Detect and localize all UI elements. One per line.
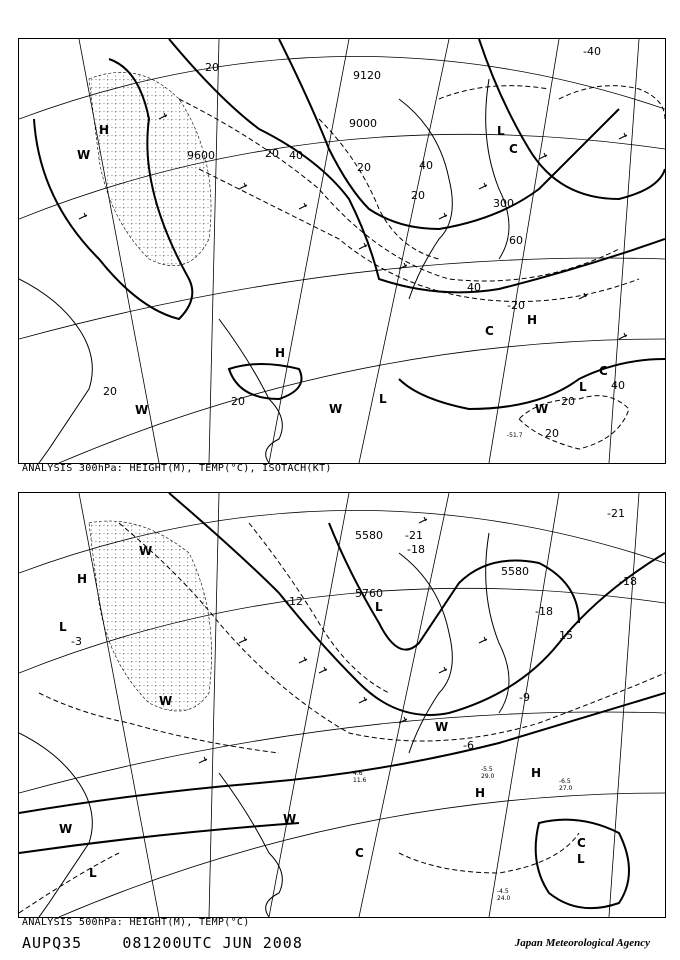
contour-label: 5760 bbox=[355, 587, 383, 600]
contour-label: 40 bbox=[611, 379, 625, 392]
chart-identifier bbox=[22, 934, 303, 952]
contour-label: 20 bbox=[545, 427, 559, 440]
chart-code: AUPQ35 bbox=[22, 934, 83, 952]
contour-label: 9000 bbox=[349, 117, 377, 130]
contour-label: 15 bbox=[559, 629, 573, 642]
data-label: 4.6 bbox=[353, 770, 363, 777]
contour-label: 9120 bbox=[353, 69, 381, 82]
contour-label: 5580 bbox=[355, 529, 383, 542]
contour-label: 9600 bbox=[187, 149, 215, 162]
caption-300hpa: ANALYSIS 300hPa: HEIGHT(M), TEMP(°C), ISOTACH(KT) bbox=[22, 463, 332, 474]
contour-label: 20 bbox=[561, 395, 575, 408]
low-center: L bbox=[577, 852, 585, 866]
map-300hpa bbox=[18, 38, 666, 464]
warm-center: W bbox=[329, 402, 343, 416]
cold-center: C bbox=[577, 836, 586, 850]
low-center: L bbox=[59, 620, 67, 634]
contour-label: -9 bbox=[519, 691, 530, 704]
high-center: H bbox=[475, 786, 486, 800]
high-center: H bbox=[275, 346, 286, 360]
high-center: H bbox=[77, 572, 88, 586]
contour-label: 20 bbox=[265, 147, 279, 160]
map-500hpa bbox=[18, 492, 666, 918]
data-label: 27.0 bbox=[559, 785, 573, 792]
chart-time: 081200UTC JUN 2008 bbox=[122, 934, 303, 952]
cold-center: C bbox=[485, 324, 494, 338]
data-label: -51.7 bbox=[507, 432, 523, 439]
contour-label: -3 bbox=[71, 635, 82, 648]
data-label: 24.0 bbox=[497, 895, 511, 902]
contour-label: 60 bbox=[509, 234, 523, 247]
coastlines bbox=[19, 79, 509, 463]
data-label: -4.5 bbox=[497, 888, 509, 895]
agency-name: Japan Meteorological Agency bbox=[514, 937, 650, 949]
low-center: L bbox=[375, 600, 383, 614]
warm-center: W bbox=[77, 148, 91, 162]
data-label: -6.5 bbox=[559, 778, 571, 785]
contour-label: -40 bbox=[583, 45, 601, 58]
low-center: L bbox=[497, 124, 505, 138]
contour-label: 20 bbox=[205, 61, 219, 74]
contour-label: 5580 bbox=[501, 565, 529, 578]
low-center: L bbox=[579, 380, 587, 394]
caption-500hpa: ANALYSIS 500hPa: HEIGHT(M), TEMP(°C) bbox=[22, 917, 250, 928]
data-label: -5.5 bbox=[481, 766, 493, 773]
warm-center: W bbox=[283, 812, 297, 826]
low-center: L bbox=[89, 866, 97, 880]
high-center: H bbox=[527, 313, 538, 327]
contour-label: -21 bbox=[405, 529, 423, 542]
cold-center: C bbox=[599, 364, 608, 378]
data-label: 29.0 bbox=[481, 773, 495, 780]
contour-label: 40 bbox=[289, 149, 303, 162]
cold-center: C bbox=[509, 142, 518, 156]
warm-center: W bbox=[135, 403, 149, 417]
contour-label: -18 bbox=[407, 543, 425, 556]
contour-label: 20 bbox=[103, 385, 117, 398]
warm-center: W bbox=[435, 720, 449, 734]
cold-center: C bbox=[355, 846, 364, 860]
contour-label: 40 bbox=[467, 281, 481, 294]
low-center: L bbox=[379, 392, 387, 406]
warm-center: W bbox=[159, 694, 173, 708]
warm-center: W bbox=[535, 402, 549, 416]
high-center: H bbox=[99, 123, 110, 137]
contour-label: 40 bbox=[419, 159, 433, 172]
contour-label: -18 bbox=[619, 575, 637, 588]
contour-label: -20 bbox=[507, 299, 525, 312]
warm-center: W bbox=[59, 822, 73, 836]
data-labels bbox=[353, 766, 573, 902]
map-300hpa-canvas bbox=[19, 39, 665, 463]
contour-label: 300 bbox=[493, 197, 514, 210]
data-label: 11.6 bbox=[353, 777, 367, 784]
contour-label: -6 bbox=[463, 739, 474, 752]
contour-label: -18 bbox=[535, 605, 553, 618]
contour-label: -12 bbox=[285, 595, 303, 608]
contour-label: -21 bbox=[607, 507, 625, 520]
contour-label: 20 bbox=[411, 189, 425, 202]
high-center: H bbox=[531, 766, 542, 780]
warm-center: W bbox=[139, 544, 153, 558]
map-500hpa-canvas bbox=[19, 493, 665, 917]
contour-label: 20 bbox=[357, 161, 371, 174]
contour-label: 20 bbox=[231, 395, 245, 408]
